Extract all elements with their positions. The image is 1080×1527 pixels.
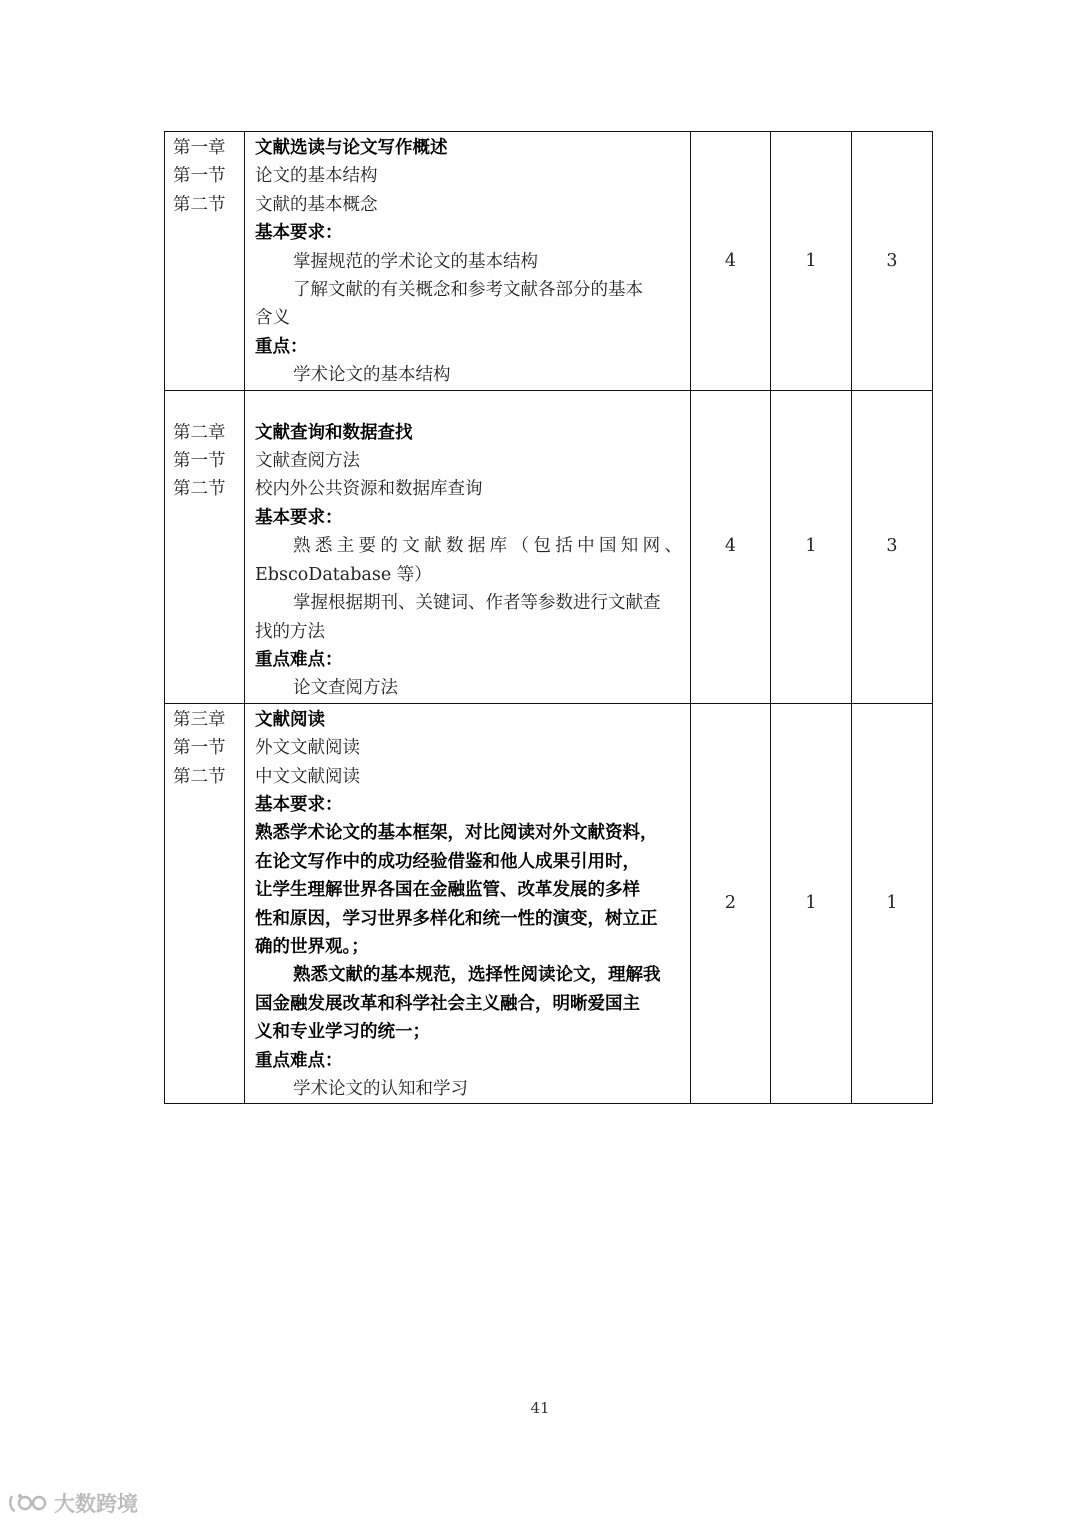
chapter-label: 第二章 bbox=[173, 422, 226, 443]
requirement-line: 熟悉学术论文的基本框架，对比阅读对外文献资料， bbox=[255, 823, 658, 844]
content-cell bbox=[245, 132, 691, 391]
requirement-line: 义和专业学习的统一； bbox=[255, 1022, 430, 1043]
chapter-label: 第一章 bbox=[173, 138, 226, 158]
requirement-line: 性和原因，学习世界多样化和统一性的演变，树立正 bbox=[255, 908, 658, 929]
focus-label: 重点难点： bbox=[255, 649, 343, 670]
syllabus-table bbox=[164, 131, 933, 1104]
requirement-line: 了解文献的有关概念和参考文献各部分的基本 bbox=[293, 280, 643, 301]
hours-practice: 1 bbox=[852, 703, 933, 1104]
hours-total: 4 bbox=[691, 132, 771, 391]
section-label: 第一节 bbox=[173, 451, 226, 472]
section-title: 校内外公共资源和数据库查询 bbox=[255, 479, 483, 500]
hours-lecture: 1 bbox=[771, 390, 852, 703]
focus-text: 学术论文的认知和学习 bbox=[293, 1079, 468, 1099]
chapter-cell bbox=[165, 132, 245, 391]
page-number: 41 bbox=[530, 1399, 550, 1417]
watermark-logo-icon bbox=[8, 1492, 52, 1514]
chapter-cell bbox=[165, 390, 245, 703]
section-label: 第二节 bbox=[173, 479, 226, 500]
focus-label: 重点难点： bbox=[255, 1050, 343, 1071]
requirements-label: 基本要求： bbox=[255, 223, 343, 244]
chapter-title: 文献阅读 bbox=[255, 709, 325, 730]
requirement-line: EbscoDatabase 等） bbox=[255, 564, 432, 585]
content-cell bbox=[245, 703, 691, 1104]
requirement-line: 掌握规范的学术论文的基本结构 bbox=[293, 251, 538, 272]
hours-practice: 3 bbox=[852, 390, 933, 703]
requirement-line: 含义 bbox=[255, 308, 290, 329]
hours-lecture: 1 bbox=[771, 132, 852, 391]
requirement-line: 掌握根据期刊、关键词、作者等参数进行文献查 bbox=[293, 593, 661, 614]
chapter-label: 第三章 bbox=[173, 709, 226, 730]
section-label: 第二节 bbox=[173, 766, 226, 787]
hours-practice: 3 bbox=[852, 132, 933, 391]
chapter-title: 文献选读与论文写作概述 bbox=[255, 138, 448, 158]
content-cell bbox=[245, 390, 691, 703]
requirements-label: 基本要求： bbox=[255, 794, 343, 815]
requirement-line: 找的方法 bbox=[255, 621, 325, 642]
requirements-label: 基本要求： bbox=[255, 507, 343, 528]
section-title: 论文的基本结构 bbox=[255, 166, 378, 187]
section-label: 第一节 bbox=[173, 738, 226, 759]
hours-total: 2 bbox=[691, 703, 771, 1104]
focus-text: 学术论文的基本结构 bbox=[293, 365, 451, 386]
section-title: 外文文献阅读 bbox=[255, 738, 360, 759]
watermark bbox=[8, 1490, 138, 1516]
requirement-line: 在论文写作中的成功经验借鉴和他人成果引用时， bbox=[255, 851, 640, 872]
requirement-line: 熟悉主要的文献数据库（包括中国知网、 bbox=[293, 536, 682, 557]
section-title: 文献的基本概念 bbox=[255, 194, 378, 215]
requirement-line: 让学生理解世界各国在金融监管、改革发展的多样 bbox=[255, 880, 640, 901]
section-title: 文献查阅方法 bbox=[255, 451, 360, 472]
table-row bbox=[165, 132, 933, 391]
chapter-cell bbox=[165, 703, 245, 1104]
requirement-line: 熟悉文献的基本规范，选择性阅读论文，理解我 bbox=[293, 965, 661, 986]
section-title: 中文文献阅读 bbox=[255, 766, 360, 787]
requirement-line: 国金融发展改革和科学社会主义融合，明晰爱国主 bbox=[255, 993, 640, 1014]
focus-text: 论文查阅方法 bbox=[293, 678, 398, 699]
focus-label: 重点： bbox=[255, 336, 308, 357]
hours-lecture: 1 bbox=[771, 703, 852, 1104]
hours-total: 4 bbox=[691, 390, 771, 703]
section-label: 第一节 bbox=[173, 166, 226, 187]
requirement-line: 确的世界观。； bbox=[255, 936, 369, 957]
section-label: 第二节 bbox=[173, 194, 226, 215]
watermark-text: 大数跨境 bbox=[54, 1492, 138, 1516]
chapter-title: 文献查询和数据查找 bbox=[255, 422, 413, 443]
table-row bbox=[165, 390, 933, 703]
table-row bbox=[165, 703, 933, 1104]
